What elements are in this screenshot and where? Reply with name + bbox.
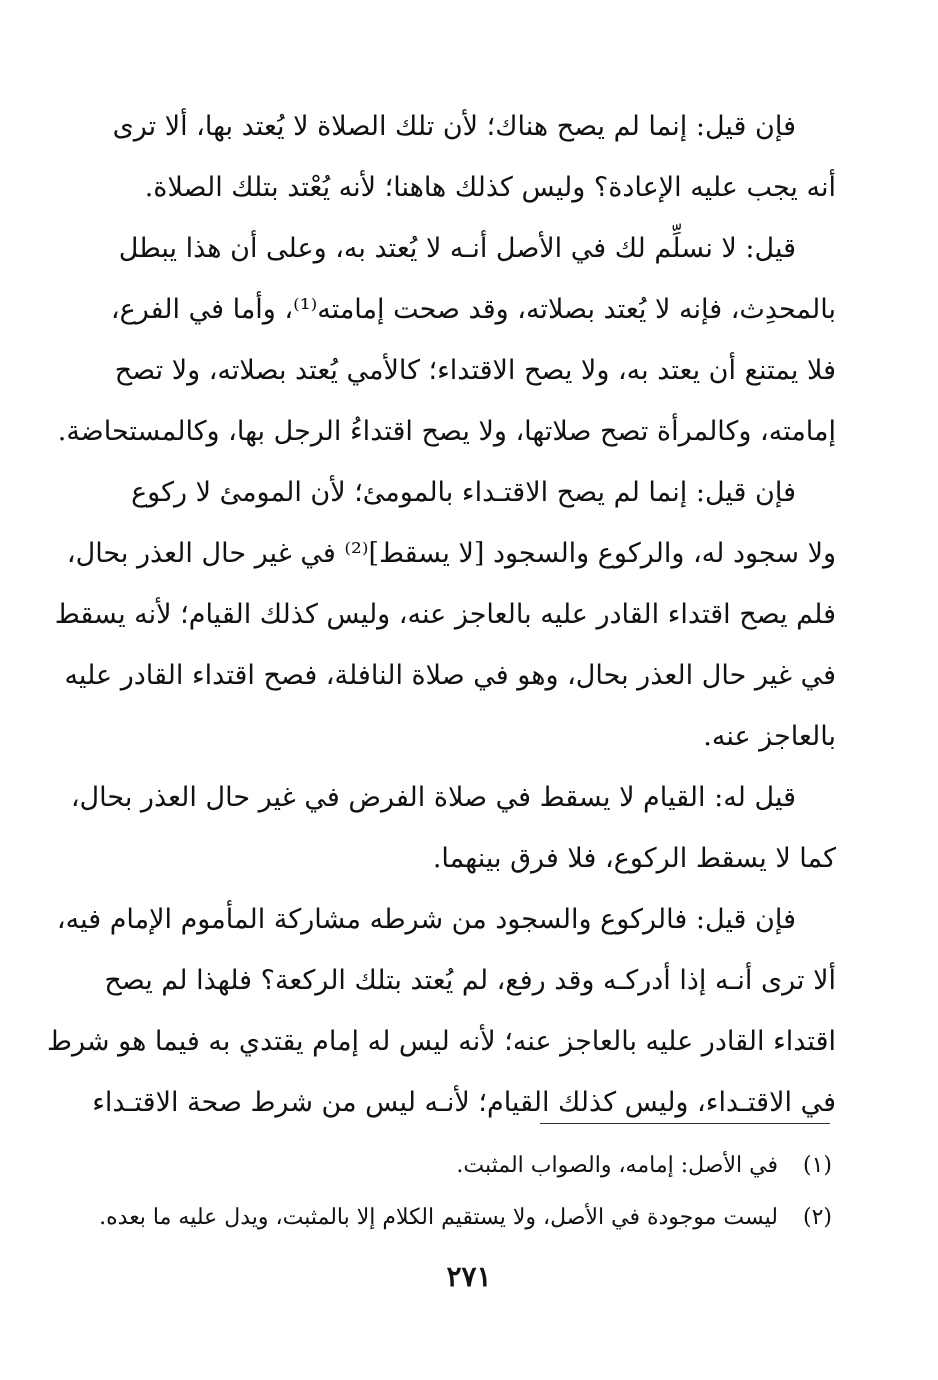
text-line: ألا ترى أنـه إذا أدركـه وقد رفع، لم يُعتد بتلك الركعة؟ فلهذا لم يصح xyxy=(104,965,836,996)
footnote xyxy=(99,1192,832,1244)
page-number: ٢٧١ xyxy=(446,1260,492,1293)
text-line: قيل له: القيام لا يسقط في صلاة الفرض في غير حال العذر بحال، xyxy=(70,782,796,813)
text-line: فلم يصح اقتداء القادر عليه بالعاجز عنه، وليس كذلك القيام؛ لأنه يسقط xyxy=(54,599,836,630)
main-text xyxy=(47,96,836,1133)
text-line: فلا يمتنع أن يعتد به، ولا يصح الاقتداء؛ كالأمي يُعتد بصلاته، ولا تصح xyxy=(114,355,836,386)
text-line: في الاقتـداء، وليس كذلك القيام؛ لأنـه ليس من شرط صحة الاقتـداء xyxy=(92,1087,836,1118)
text-line: فإن قيل: إنما لم يصح الاقتـداء بالمومئ؛ لأن المومئ لا ركوع xyxy=(131,477,796,508)
text-line: بالعاجز عنه. xyxy=(703,721,836,752)
footnotes xyxy=(99,1140,832,1244)
text-line: في غير حال العذر بحال، وهو في صلاة النافلة، فصح اقتداء القادر عليه xyxy=(64,660,836,691)
paragraph xyxy=(112,96,836,218)
text-line: أنه يجب عليه الإعادة؟ وليس كذلك هاهنا؛ لأنه يُعْتد بتلك الصلاة. xyxy=(144,172,836,203)
footnote-number: (١) xyxy=(802,1153,832,1178)
footnote-divider xyxy=(540,1123,830,1124)
footnote-text: ليست موجودة في الأصل، ولا يستقيم الكلام إلا بالمثبت، ويدل عليه ما بعده. xyxy=(99,1205,778,1230)
text-line: إمامته، وكالمرأة تصح صلاتها، ولا يصح اقتداءُ الرجل بها، وكالمستحاضة. xyxy=(57,416,836,447)
paragraph xyxy=(54,462,836,767)
text-line: كما لا يسقط الركوع، فلا فرق بينهما. xyxy=(432,843,836,874)
text-line: قيل: لا نسلِّم لك في الأصل أنـه لا يُعتد به، وعلى أن هذا يبطل xyxy=(118,233,796,264)
text-line: ولا سجود له، والركوع والسجود [لا يسقط]⁽²⁾ في غير حال العذر بحال، xyxy=(66,538,836,569)
text-line: بالمحدِث، فإنه لا يُعتد بصلاته، وقد صحت إمامته⁽¹⁾، وأما في الفرع، xyxy=(110,294,836,325)
text-line: فإن قيل: فالركوع والسجود من شرطه مشاركة المأموم الإمام فيه، xyxy=(56,904,796,935)
paragraph xyxy=(57,218,836,462)
paragraph xyxy=(70,767,836,889)
text-line: فإن قيل: إنما لم يصح هناك؛ لأن تلك الصلاة لا يُعتد بها، ألا ترى xyxy=(112,111,796,142)
text-line: اقتداء القادر عليه بالعاجز عنه؛ لأنه ليس له إمام يقتدي به فيما هو شرط xyxy=(47,1026,836,1057)
footnote-text: في الأصل: إمامه، والصواب المثبت. xyxy=(456,1153,778,1178)
footnote-number: (٢) xyxy=(802,1205,832,1230)
paragraph xyxy=(47,889,836,1133)
footnote xyxy=(118,1140,832,1192)
